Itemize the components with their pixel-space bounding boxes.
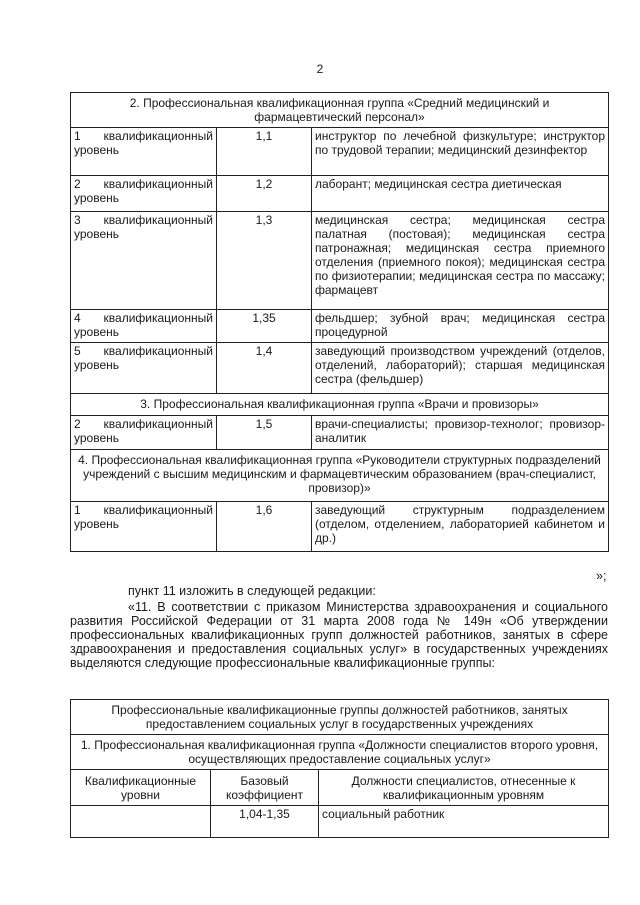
coefficient-cell: 1,04-1,35 (211, 806, 319, 838)
level-cell: 1 квалификационный уровень (71, 502, 217, 552)
column-header-positions: Должности специалистов, отнесенные к квалификационным уровням (319, 770, 609, 806)
level-cell: 5 квалификационный уровень (71, 343, 217, 394)
coefficient-cell: 1,5 (217, 416, 312, 450)
page-number: 2 (316, 62, 324, 76)
positions-cell: лаборант; медицинская сестра диетическая (312, 176, 609, 212)
table-row (71, 343, 609, 394)
column-header-coefficient: Базовый коэффициент (211, 770, 319, 806)
table-medical-groups (70, 92, 609, 552)
group-header: 4. Профессиональная квалификационная группа «Руководители структурных подразделений учреждений с высшим медицинским и фармацевтическим образованием (врач-специалист, провизор)» (71, 450, 609, 502)
level-cell: 4 квалификационный уровень (71, 310, 217, 343)
closing-quote: »; (596, 569, 607, 583)
positions-cell: врачи-специалисты; провизор-технолог; провизор-аналитик (312, 416, 609, 450)
positions-cell: заведующий производством учреждений (отделов, отделений, лабораторий); старшая медицинская сестра (фельдшер) (312, 343, 609, 394)
table-row (71, 176, 609, 212)
level-cell: 2 квалификационный уровень (71, 176, 217, 212)
table-row (71, 416, 609, 450)
group-header: 3. Профессиональная квалификационная группа «Врачи и провизоры» (71, 394, 609, 416)
coefficient-cell: 1,3 (217, 212, 312, 310)
level-cell: 2 квалификационный уровень (71, 416, 217, 450)
positions-cell: фельдшер; зубной врач; медицинская сестра процедурной (312, 310, 609, 343)
group-header: 1. Профессиональная квалификационная группа «Должности специалистов второго уровня, осуществляющих предоставление социальных услуг» (71, 735, 609, 770)
column-headers (71, 770, 609, 806)
positions-cell: заведующий структурным подразделением (отделом, отделением, лабораторией кабинетом и др.) (312, 502, 609, 552)
positions-cell: инструктор по лечебной физкультуре; инструктор по трудовой терапии; медицинский дезинфектор (312, 128, 609, 176)
table-title: Профессиональные квалификационные группы должностей работников, занятых предоставлением социальных услуг в государственных учреждениях (71, 700, 609, 735)
table-row (71, 128, 609, 176)
table-social-groups (70, 699, 609, 838)
table-row (71, 212, 609, 310)
level-cell: 3 квалификационный уровень (71, 212, 217, 310)
coefficient-cell: 1,35 (217, 310, 312, 343)
paragraph-main: «11. В соответствии с приказом Министерства здравоохранения и социального развития Российской Федерации от 31 марта 2008 года № 149н «Об утверждении профессиональных квалификационных групп должностей работников, занятых в сфере здравоохранения и предоставления социальных услуг» в государственных учреждениях выделяются следующие профессиональные квалификационные группы: (70, 600, 608, 670)
table-row (71, 502, 609, 552)
positions-cell: социальный работник (319, 806, 609, 838)
table-row (71, 310, 609, 343)
coefficient-cell: 1,2 (217, 176, 312, 212)
column-header-levels: Квалификационные уровни (71, 770, 211, 806)
coefficient-cell: 1,6 (217, 502, 312, 552)
coefficient-cell: 1,4 (217, 343, 312, 394)
level-cell (71, 806, 211, 838)
table-row (71, 806, 609, 838)
paragraph-intro: пункт 11 изложить в следующей редакции: (128, 584, 376, 598)
positions-cell: медицинская сестра; медицинская сестра палатная (постовая); медицинская сестра патронажная; медицинская сестра приемного отделения (приемного покоя); медицинская сестра по физиотерапии; медицинская сестра по массажу; фармацевт (312, 212, 609, 310)
coefficient-cell: 1,1 (217, 128, 312, 176)
level-cell: 1 квалификационный уровень (71, 128, 217, 176)
group-header: 2. Профессиональная квалификационная группа «Средний медицинский и фармацевтический персонал» (71, 93, 609, 128)
